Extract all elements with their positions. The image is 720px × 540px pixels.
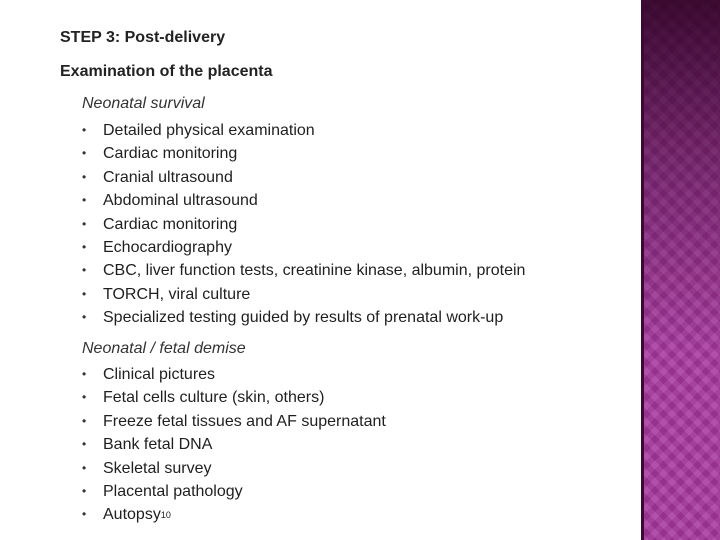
list-item-label: Bank fetal DNA [103,436,213,454]
bullet-icon: • [82,216,87,231]
decorative-side-band [641,0,720,540]
list-item-label: CBC, liver function tests, creatinine kinase, albumin, protein [103,262,526,280]
exam-heading: Examination of the placenta [60,63,273,80]
list-item-label: Placental pathology [103,482,243,500]
list-item [82,283,525,306]
list-item [82,480,386,503]
bullet-icon: • [82,193,87,208]
list-item-label: Detailed physical examination [103,122,315,139]
bullet-icon: • [82,286,87,301]
bullet-icon: • [82,367,87,381]
bullet-icon: • [82,310,87,325]
bullet-icon: • [82,460,87,475]
list-item [82,166,525,189]
list-item-label: TORCH, viral culture [103,285,251,303]
list-item [82,410,386,433]
bullet-icon: • [82,169,87,184]
group-title-neonatal-fetal-demise: Neonatal / fetal demise [82,340,246,357]
list-item-label: Cranial ultrasound [103,168,233,186]
list-item-label: Skeletal survey [103,459,212,477]
list-item-label: Freeze fetal tissues and AF supernatant [103,412,386,430]
bullet-list-neonatal-fetal-demise [82,363,386,527]
list-item [82,457,386,480]
list-item-label: Cardiac monitoring [103,145,238,163]
list-item-label: Specialized testing guided by results of prenatal work-up [103,309,504,327]
bullet-icon: • [82,123,87,137]
bullet-icon: • [82,483,87,498]
group-title-neonatal-survival: Neonatal survival [82,95,205,112]
list-item [82,213,525,236]
list-item [82,433,386,456]
list-item [82,119,525,142]
list-item: • Autopsy 10 [82,503,386,526]
bullet-icon: • [82,239,87,254]
list-item-label: Fetal cells culture (skin, others) [103,389,325,407]
bullet-icon: • [82,263,87,278]
bullet-list-neonatal-survival [82,119,525,330]
list-item [82,306,525,329]
list-item [82,363,386,386]
bullet-icon: • [82,507,87,522]
bullet-icon: • [82,437,87,452]
list-item-label: Clinical pictures [103,366,216,383]
list-item [82,189,525,212]
list-item [82,236,525,259]
step-heading: STEP 3: Post-delivery [60,29,226,46]
bullet-icon: • [82,146,87,161]
list-item-label: Echocardiography [103,238,232,256]
list-item-label: Cardiac monitoring [103,215,238,233]
list-item-label: Autopsy [103,506,161,524]
bullet-icon: • [82,390,87,405]
list-item [82,386,386,409]
list-item [82,259,525,282]
bullet-icon: • [82,413,87,428]
list-item [82,142,525,165]
list-item-label: Abdominal ultrasound [103,192,258,210]
